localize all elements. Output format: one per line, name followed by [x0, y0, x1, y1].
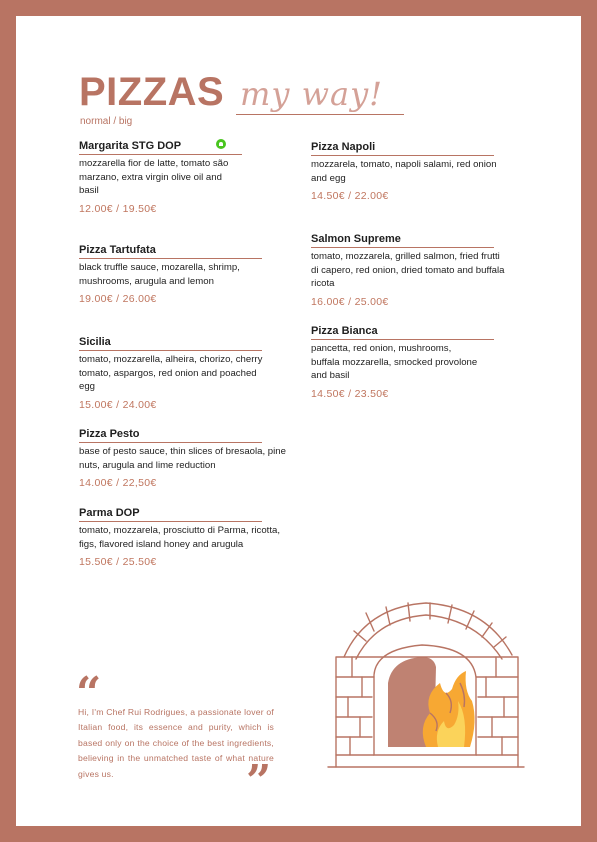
item-description: tomato, mozzarella, alheira, chorizo, cherry tomato, aspargos, red onion and poached egg — [79, 354, 263, 392]
menu-item-tartufata — [79, 244, 304, 305]
menu-item-margarita — [79, 140, 304, 215]
menu-item-sicilia — [79, 336, 304, 411]
menu-item-salmon-supreme — [311, 233, 536, 308]
item-description: pancetta, red onion, mushrooms, buffala mozzarella, smocked provolone and basil — [311, 343, 478, 381]
page-title: PIZZAS — [79, 70, 225, 114]
item-price: 14.50€ / 23.50€ — [311, 387, 389, 400]
page-title-script: my way! — [240, 75, 383, 113]
title-underline — [236, 114, 404, 115]
item-name: Sicilia — [79, 336, 262, 351]
item-price: 19.00€ / 26.00€ — [79, 293, 157, 305]
pizza-oven-illustration — [326, 597, 526, 777]
menu-item-napoli — [311, 141, 536, 202]
item-description: tomato, mozzarela, prosciutto di Parma, ricotta, figs, flavored island honey and arugula — [79, 525, 281, 550]
item-name: Salmon Supreme — [311, 233, 494, 248]
item-description: black truffle sauce, mozarella, shrimp, mushrooms, arugula and lemon — [79, 262, 240, 287]
item-description: mozzarella fior de latte, tomato são marzano, extra virgin olive oil and basil — [79, 158, 229, 196]
vegetarian-icon — [216, 139, 226, 149]
item-name: Pizza Tartufata — [79, 244, 262, 259]
item-name: Margarita STG DOP — [79, 140, 182, 152]
item-description: tomato, mozzarela, grilled salmon, fried frutti di capero, red onion, dried tomato and buffala ricota — [311, 251, 505, 289]
item-description: mozzarela, tomato, napoli salami, red onion and egg — [311, 159, 497, 184]
item-price: 14.50€ / 22.00€ — [311, 190, 389, 202]
item-price: 15.00€ / 24.00€ — [79, 398, 157, 411]
item-price: 16.00€ / 25.00€ — [311, 295, 389, 308]
open-quote-icon: “ — [76, 668, 102, 719]
size-legend: normal / big — [80, 116, 133, 127]
item-price: 12.00€ / 19.50€ — [79, 202, 157, 215]
item-description: base of pesto sauce, thin slices of bresaola, pine nuts, arugula and lime reduction — [79, 446, 286, 471]
menu-item-pesto — [79, 428, 304, 489]
chef-quote: Hi, I'm Chef Rui Rodrigues, a passionate lover of Italian food, its essence and purity, which is based only on the choice of the best ingredients, believing in the unmatched taste of what nature gives us. — [78, 707, 274, 779]
item-price: 14.00€ / 22,50€ — [79, 477, 157, 489]
item-name: Pizza Bianca — [311, 325, 494, 340]
close-quote-icon: ” — [246, 756, 272, 807]
item-price: 15.50€ / 25.50€ — [79, 556, 157, 568]
item-name: Pizza Napoli — [311, 141, 494, 156]
item-name: Parma DOP — [79, 507, 262, 522]
menu-item-parma — [79, 507, 304, 568]
item-name: Pizza Pesto — [79, 428, 262, 443]
menu-item-bianca — [311, 325, 536, 400]
